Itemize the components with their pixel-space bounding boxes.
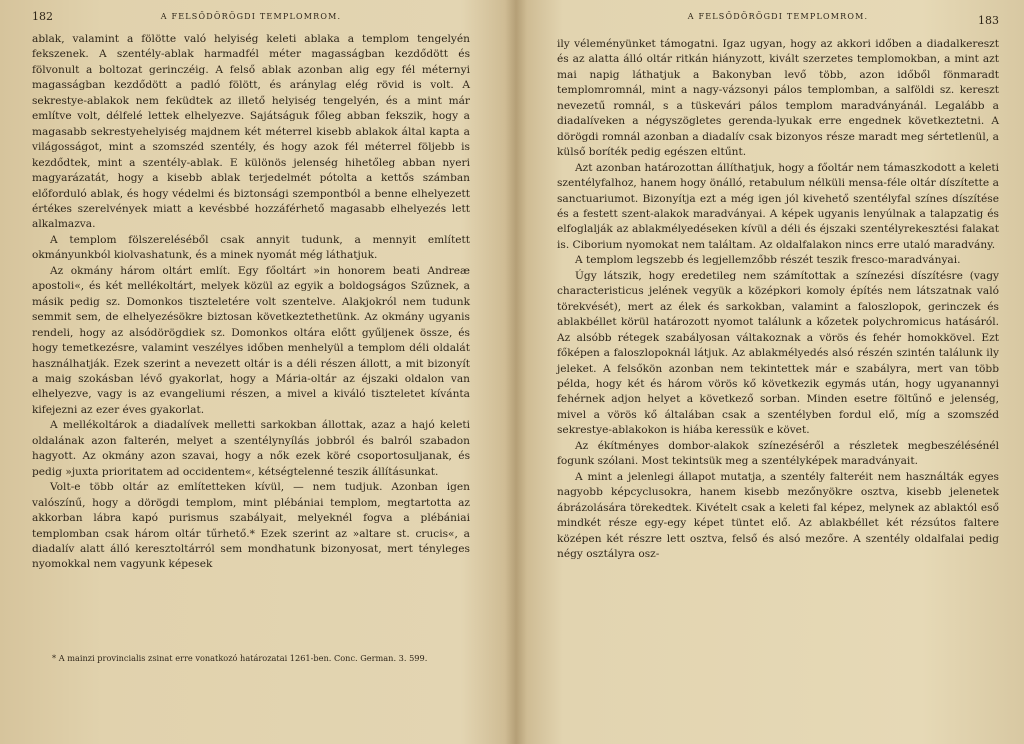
right-paragraph-3: A templom legszebb és legjellemzőbb részét teszik fresco-maradványai. [575,254,961,267]
right-paragraph-6: A mint a jelenlegi állapot mutatja, a szentély falteréit nem használták egyes nagyobb képcyclusokra, hanem kisebb mezőnyökre osztva, kisebb jelenetek ábrázolására törekedtek. Kivételt csak a keleti fal képez, melynek az ablaktól eső mindkét része egy-egy képet tüntet elő. Az ablakbéllet két rézsútos faltere középen két részre lett osztva, felső és alsó mezőre. A szentély oldalfalai pedig négy osztályra osz- [557,470,999,560]
left-paragraph-3: Az okmány három oltárt említ. Egy főoltárt »in honorem beati Andreæ apostoli«, és két mellékoltárt, melyek közül az egyik a boldogságos Szűznek, a másik pedig sz. Domonkos tiszteletére volt szentelve. Alakjokról nem tudunk semmit sem, de elhelyezésökre biztosan következtethetünk. Az okmány ugyanis rendeli, hogy az alsódörögdiek sz. Domonkos oltára előtt gyűljenek össze, és hogy temetkezésre, valamint veszélyes időben menhelyül a templom déli oldalát használhatják. Ezek szerint a nevezett oltár is a déli részen állott, a mit bizonyít a maig szokásban lévő gyakorlat, hogy a Mária-oltár az éjszaki oldalon van elhelyezve, vagy is az evangeliumi részen, a mivel a kiváló tiszteletet kívánta kifejezni az ezer éves gyakorlat. [32,264,470,416]
left-paragraph-2: A templom fölszereléséből csak annyit tudunk, a mennyit említett okmányunkból kiolvashatunk, és a minek nyomát még láthatjuk. [32,233,470,262]
right-page-body [557,37,999,562]
right-page [527,0,1024,744]
right-running-head [557,10,999,26]
left-page [0,0,505,744]
right-paragraph-1: ily véleményünket támogatni. Igaz ugyan, hogy az akkori időben a diadalkereszt és az alatta álló oltár ritkán hiányzott, kivált szerzetes templomokban, a mint azt mai napig láthatjuk a Bakonyban levő több, azon időből fönmaradt templomromnál, mint a nagy-vázsonyi pálos templomban, a salföldi sz. kereszt nevezetű romnál, s a tüskevári pálos templom maradványánál. Legalább a diadalíveken a négyszögletes gerenda-lyukak erre engednek következtetni. A dörögdi romnál azonban a diadalív csak bizonyos része maradt meg sértetlenül, a külső boríték pedig egészen eltűnt. [557,38,999,159]
right-paragraph-4: Úgy látszik, hogy eredetileg nem számítottak a színezési díszítésre (vagy characteristicus jelének vegyük a középkori komoly építés nem látszatnak való törekvését), mert az élek és sarkokban, valamint a faloszlopok, gerinczek és ablakbéllet körül határozott nyomot találunk a kőzetek polychromicus hatásáról. Az alsóbb rétegek szabályosan váltakoznak a vörös és fehér homokkövel. Ezt főképen a faloszlopoknál látjuk. Az ablakmélyedés alsó részén szintén találunk ily jeleket. A felsőkön azonban nem tekintettek már e szabályra, mert van több példa, hogy két és három vörös kő következik egymás után, hogy ugyanannyi fehérnek adjon helyet a következő sorban. Minden esetre föltűnő e jelenség, mivel a vörös kő általában csak a szentélyben fordul elő, míg a szomszéd sekrestye-ablakokon is hiába keressük e követ. [557,269,999,437]
left-running-head [32,10,470,26]
left-page-body [32,32,470,573]
left-running-title: A FELSŐDÖRÖGDI TEMPLOMROM. [160,12,342,21]
right-page-number: 183 [978,14,999,27]
right-paragraph-5: Az ékítményes dombor-alakok színezéséről a részletek megbeszélésénél fogunk szólani. Most tekintsük meg a szentélyképek maradványait. [557,439,999,468]
left-paragraph-4: A mellékoltárok a diadalívek melletti sarkokban állottak, azaz a hajó keleti oldalának azon falterén, melyet a szentélynyílás jobbról és balról szabadon hagyott. Az okmány azon szavai, hogy a nők ezek köré csoportosuljanak, és pedig »juxta prioritatem ad occidentem«, kétségtelenné teszik állításunkat. [32,419,470,478]
left-page-number: 182 [32,10,53,23]
right-paragraph-2: Azt azonban határozottan állíthatjuk, hogy a főoltár nem támaszkodott a keleti szentélyfalhoz, hanem hogy önálló, retabulum nélküli mensa-féle oltár díszítette a sanctuariumot. Bizonyítja ezt a még igen jól kivehető szentélyfal színes díszítése és a festett szent-alakok maradványai. A képek ugyanis lenyúlnak a talapzatig és elfoglalják az ablakmélyedéseken kívül a déli és éjszaki szentélyrekesztési falakat is. Ciborium nyomokat nem találtam. Az oldalfalakon nincs erre utaló maradvány. [557,161,999,251]
footnote-text: * A mainzi provincialis zsinat erre vonatkozó határozatai 1261-ben. Conc. German. 3. 599. [52,653,428,663]
book-gutter [505,0,527,744]
right-running-title: A FELSŐDÖRÖGDI TEMPLOMROM. [687,12,869,21]
left-paragraph-5: Volt-e több oltár az említetteken kívül, — nem tudjuk. Azonban igen valószínű, hogy a dörögdi templom, mint plébániai templom, megtartotta az akkorban lábra kapó purismus szabályait, melyeknél fogva a plébániai templomban csak három oltár tűrhető.* Ezek szerint az »altare st. crucis«, a diadalív alatt álló keresztoltárról sem mondhatunk bizonyosat, mert tényleges nyomokkal nem vagyunk képesek [32,481,470,571]
left-paragraph-1: ablak, valamint a fölötte való helyiség keleti ablaka a templom tengelyén fekszenek. A szentély-ablak harmadfél méter magasságban kezdődött és fölvonult a boltozat gerinczéig. A felső ablak azonban alig egy fél méternyi magasságban kezdődött a padló fölött, és aránylag elég rövid is volt. A sekrestye-ablakok nem feküdtek az illető helyiség tengelyén, és a mint már említve volt, délfelé lettek elhelyezve. Sajátságuk főleg abban fekszik, hogy a magasabb sekrestyehelyiség majdnem két méterrel kisebb ablakok által kapta a világosságot, mint a szomszéd szentély, és hogy azok fél méterrel följebb is kezdődtek, mint a szentély-ablak. E különös jelenség hihetőleg abban nyeri magyarázatát, hogy a kisebb ablak terjedelmét pótolta a kettős számban előforduló ablak, és hogy védelmi és biztonsági szempontból a benne elhelyezett értékes szerelvények miatt a kevésbbé hozzáférhető magasabb elhelyezés lett alkalmazva. [32,33,470,231]
left-footnote [34,652,460,665]
